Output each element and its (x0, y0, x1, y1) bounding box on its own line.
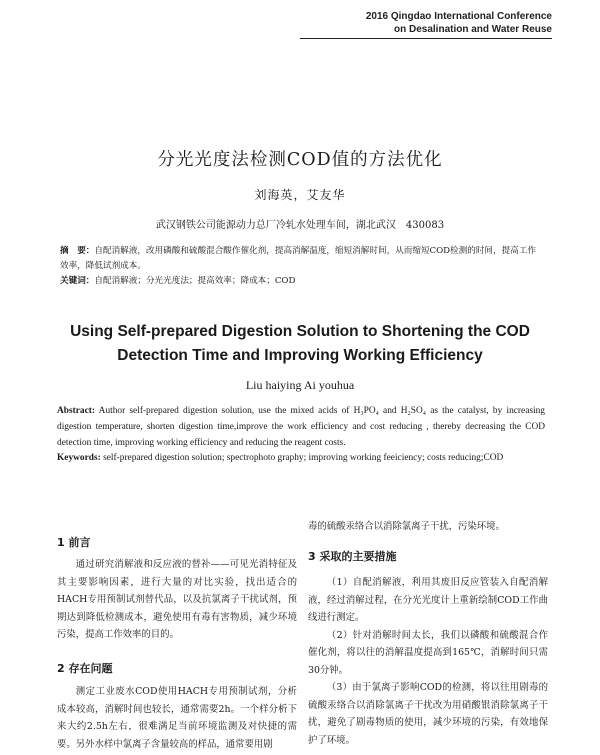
abstract-en-text: Author self-prepared digestion solution, use the mixed acids of H₃PO₄ and H₂SO₄ as the catalyst, by increasing digestion temperature, shorten digestion time,improve the work efficiency and cost reducing , thereby decreasing the COD detection time, improving working efficiency and reducing the reagent costs. (57, 406, 545, 448)
measure-item-3: （3）由于氯离子影响COD的检测，将以往用剧毒的硫酸汞络合以消除氯离子干扰改为用硝酸银消除氯离子干扰，避免了剧毒物质的使用，减少环境的污染，有效地保护了环境。 (308, 682, 548, 746)
section-2-paragraph: 测定工业废水COD使用HACH专用预制试剂，分析成本较高，消解时间也较长，通常需要2h。一个样分析下来大约2.5h左右，很难满足当前环境监测及对快捷的需要。另外水样中氯离子含量较高的样品，通常要用剧 (57, 686, 297, 750)
keywords-cn-label: 关键词： (60, 276, 95, 286)
conference-line1: 2016 Qingdao International Conference (365, 11, 552, 22)
section-1-paragraph: 通过研究消解液和反应液的替补——可见光消特征及其主要影响因素，进行大量的对比实验，找出适合的HACH专用预制试剂替代品，以及抗氯离子干扰试剂，预期达到降低检测成本，避免使用有毒有害物质，减少环境污染，提高工作效率的目的。 (57, 559, 297, 640)
section-3-title: 3 采取的主要措施 (308, 550, 397, 563)
keywords-en-text: self-prepared digestion solution; spectrophoto graphy; improving working feeiciency; costs reducing;COD (103, 453, 504, 464)
section-1-title: 1 前言 (57, 536, 91, 549)
title-en-line2: Detection Time and Improving Working Efficiency (117, 347, 483, 364)
keywords-cn-text: 自配消解液；分光光度法；提高效率；降成本；COD (94, 276, 296, 286)
conference-line2: on Desalination and Water Reuse (394, 24, 552, 35)
title-en (0, 320, 600, 368)
title-en-line1: Using Self-prepared Digestion Solution to Shortening the COD (70, 323, 530, 340)
section-3-body (308, 574, 548, 749)
abstract-en-label: Abstract: (57, 406, 96, 416)
authors-en: Liu haiying Ai youhua (245, 378, 355, 392)
authors-cn: 刘海英，艾友华 (254, 188, 346, 202)
right-column-top (308, 518, 548, 536)
conference-header (366, 10, 552, 36)
section-1-body (57, 556, 297, 644)
measure-item-2: （2）针对消解时间太长，我们以磷酸和硫酸混合作催化剂，将以往的消解温度提高到165℃，消解时间只需30分钟。 (308, 629, 548, 676)
abstract-en (57, 404, 545, 467)
abstract-cn (60, 244, 542, 289)
abstract-cn-text: 自配消解液，改用磷酸和硫酸混合酸作催化剂，提高消解温度，缩短消解时间，从而缩短COD检测的时间，提高工作效率，降低试剂成本。 (60, 246, 536, 271)
keywords-en-label: Keywords: (57, 453, 101, 464)
right-top-paragraph: 毒的硫酸汞络合以消除氯离子干扰，污染环境。 (308, 521, 505, 532)
title-cn: 分光光度法检测COD值的方法优化 (157, 150, 443, 170)
abstract-cn-label: 摘 要： (60, 246, 95, 256)
header-rule (300, 38, 552, 39)
measure-item-1: （1）自配消解液，利用其废旧反应管装入自配消解液，经过消解过程，在分光光度计上重新绘制COD工作曲线进行测定。 (308, 577, 548, 623)
section-2-body (57, 683, 297, 753)
affiliation-cn: 武汉钢铁公司能源动力总厂冷轧水处理车间，湖北武汉 430083 (155, 220, 445, 231)
section-2-title: 2 存在问题 (57, 662, 113, 675)
